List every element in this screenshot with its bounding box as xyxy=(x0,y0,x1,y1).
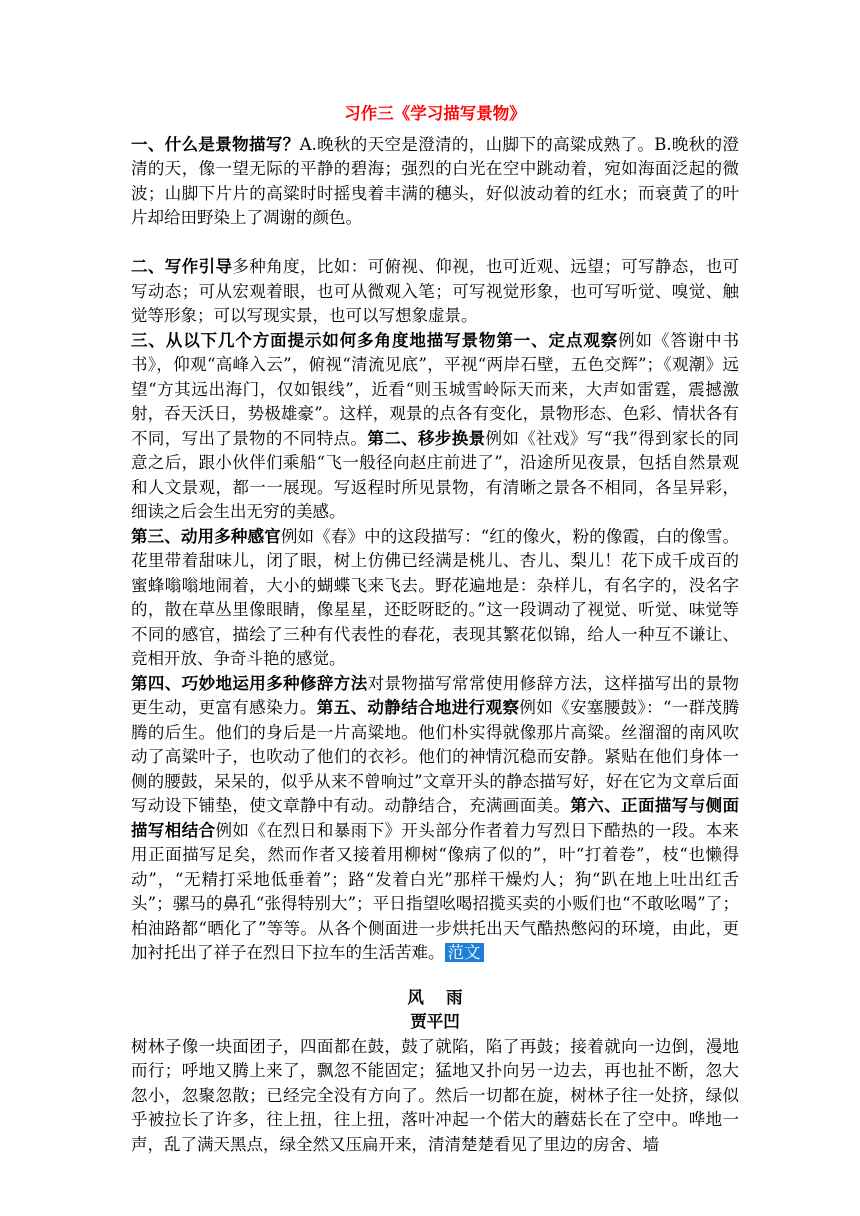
section-rhetoric xyxy=(131,672,739,966)
document-page xyxy=(131,98,739,1157)
section-heading: 第三、动用多种感官 xyxy=(131,526,281,546)
essay-author: 贾平凹 xyxy=(410,1012,460,1031)
section-text: 例如《春》中的这段描写：“红的像火，粉的像霞，白的像雪。花里带着甜味儿，闭了眼，树上仿佛已经满是桃儿、杏儿、梨儿！花下成千成百的蜜蜂嗡嗡地闹着，大小的蝴蝶飞来飞去。野花遍地是：杂样儿，有名字的，没名字的，散在草丛里像眼睛，像星星，还眨呀眨的。”这一段调动了视觉、听觉、味觉等不同的感官，描绘了三种有代表性的春花，表现其繁花似锦，给人一种互不谦让、竞相开放、争奇斗艳的感觉。 xyxy=(131,526,739,668)
section-text: A.晚秋的天空是澄清的，山脚下的高粱成熟了。B.晚秋的澄清的天，像一望无际的平静的碧海；强烈的白光在空中跳动着，宛如海面泛起的微波；山脚下片片的高粱时时摇曳着丰满的穗头，好似波动着的红水；而衰黄了的叶片却给田野染上了凋谢的颜色。 xyxy=(131,134,739,227)
section-heading: 二、写作引导 xyxy=(131,257,233,276)
section-text: 例如《安塞腰鼓》：“一群茂腾腾的后生。他们的身后是一片高粱地。他们朴实得就像那片高粱。丝溜溜的南风吹动了高粱叶子，也吹动了他们的衣衫。他们的神情沉稳而安静。紧贴在他们身体一侧的腰鼓，呆呆的，似乎从来不曾响过”文章开头的静态描写好，好在它为文章后面写动设下铺垫，使文章静中有动。动静结合，充满画面美。 xyxy=(131,698,740,815)
section-heading: 第五、动静结合地进行观察 xyxy=(316,698,520,717)
section-what-is-scenery xyxy=(131,133,739,231)
section-text: 多种角度，比如：可俯视、仰视，也可近观、远望；可写静态，也可写动态；可从宏观着眼，也可从微观入笔；可写视觉形象，也可写听觉、嗅觉、触觉等形象；可以写现实景，也可以写想象虚景。 xyxy=(131,257,740,325)
document-title: 习作三《学习描写景物》 xyxy=(344,104,526,123)
section-text: 例如《在烈日和暴雨下》开头部分作者着力写烈日下酷热的一段。本来用正面描写足矣，然而作者又接着用柳树“像病了似的”，叶“打着卷”，枝“也懒得动”，“无精打采地低垂着”；路“发着白光”那样干燥灼人；狗“趴在地上吐出红舌头”；骡马的鼻孔“张得特别大”；平日指望吆喝招揽买卖的小贩们也“不敢吆喝”了；柏油路都“晒化了”等等。从各个侧面进一步烘托出天气酷热憋闷的环境，由此，更加衬托出了祥子在烈日下拉车的生活苦难。 xyxy=(131,820,739,962)
section-text: 例如《社戏》写“我”得到家长的同意之后，跟小伙伴们乘船“飞一般径向赵庄前进了”，沿途所见夜景，包括自然景观和人文景观，都一一展现。写返程时所见景物，有清晰之景各不相同，各呈异彩，细读之后会生出无穷的美感。 xyxy=(131,428,740,521)
essay-title: 风 雨 xyxy=(407,987,463,1007)
essay-text: 树林子像一块面团子，四面都在鼓，鼓了就陷，陷了再鼓；接着就向一边倒，漫地而行；呼地又腾上来了，飘忽不能固定；猛地又扑向另一边去，再也扯不断，忽大忽小，忽聚忽散；已经完全没有方向了。然后一切都在旋，树林子往一处挤，绿似乎被拉长了许多，往上扭，往上扭，落叶冲起一个偌大的蘑菇长在了空中。哗地一声，乱了满天黑点，绿全然又压扁开来，清清楚楚看见了里边的房舍、墙 xyxy=(131,1036,739,1154)
section-heading: 三、从以下几个方面提示如何多角度地描写景物第一、定点观察 xyxy=(131,330,619,350)
section-heading: 第四、巧妙地运用多种修辞方法 xyxy=(131,673,368,693)
model-essay-tag[interactable]: 范文 xyxy=(445,943,484,962)
section-senses xyxy=(131,525,739,672)
section-multi-angle xyxy=(131,329,739,525)
section-writing-guide xyxy=(131,255,739,329)
section-heading: 第六、正面描写与侧面描写相结合 xyxy=(131,796,740,840)
section-heading: 第二、移步换景 xyxy=(367,428,486,448)
section-text: 对景物描写常常使用修辞方法，这样描写出的景物更生动，更富有感染力。 xyxy=(131,673,740,717)
section-text: 例如《答谢中书书》，仰观“高峰入云”，俯视“清流见底”，平视“两岸石壁，五色交辉”；《观潮》远望“方其远出海门，仅如银线”，近看“则玉城雪岭际天而来，大声如雷霆，震撼激射，吞天沃日，势极雄豪”。这样，观景的点各有变化，景物形态、色彩、情状各有不同，写出了景物的不同特点。 xyxy=(131,330,740,448)
section-heading: 一、什么是景物描写？ xyxy=(131,134,300,154)
